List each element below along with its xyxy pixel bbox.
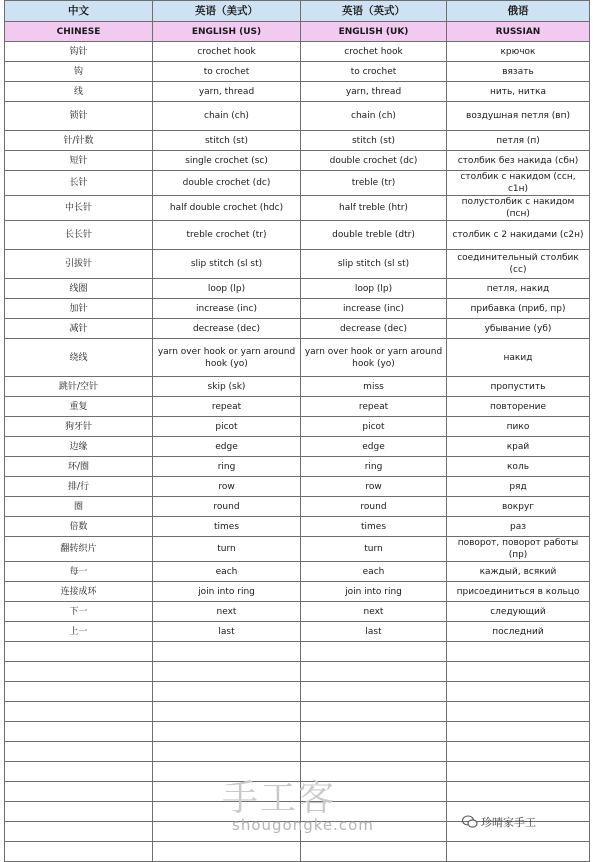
cell-russian: раз [447,517,590,537]
header-chinese: 中文 [5,1,153,22]
blank-cell [447,662,590,682]
cell-english-uk: edge [301,437,447,457]
cell-english-uk: miss [301,377,447,397]
cell-russian: пропустить [447,377,590,397]
cell-russian: накид [447,339,590,377]
cell-russian: следующий [447,602,590,622]
blank-cell [301,642,447,662]
table-row [5,622,590,642]
blank-row [5,802,590,822]
blank-cell [447,702,590,722]
cell-english-us: single crochet (sc) [153,151,301,171]
cell-english-us: round [153,497,301,517]
blank-cell [5,802,153,822]
cell-english-uk: to crochet [301,62,447,82]
cell-english-us: each [153,562,301,582]
header-english-uk: 英语（英式） [301,1,447,22]
blank-row [5,702,590,722]
cell-russian: соединительный столбик (сс) [447,250,590,279]
cell-english-uk: row [301,477,447,497]
blank-cell [153,702,301,722]
header-english-us: 英语（美式） [153,1,301,22]
blank-cell [153,802,301,822]
cell-russian: полустолбик с накидом (псн) [447,196,590,221]
cell-english-us: picot [153,417,301,437]
cell-chinese: 上一 [5,622,153,642]
cell-english-uk: ring [301,457,447,477]
blank-cell [447,762,590,782]
blank-row [5,762,590,782]
cell-chinese: 重复 [5,397,153,417]
cell-chinese: 每一 [5,562,153,582]
terms-body [5,42,590,862]
cell-chinese: 线圈 [5,279,153,299]
blank-cell [5,742,153,762]
cell-english-uk: join into ring [301,582,447,602]
blank-cell [447,642,590,662]
table-row [5,196,590,221]
blank-cell [447,782,590,802]
blank-cell [301,702,447,722]
cell-chinese: 减针 [5,319,153,339]
blank-row [5,662,590,682]
cell-english-us: yarn over hook or yarn around hook (yo) [153,339,301,377]
blank-cell [153,682,301,702]
blank-cell [301,662,447,682]
cell-chinese: 线 [5,82,153,102]
blank-cell [301,762,447,782]
cell-chinese: 倍数 [5,517,153,537]
blank-cell [301,782,447,802]
cell-english-uk: yarn, thread [301,82,447,102]
cell-english-us: next [153,602,301,622]
cell-english-uk: half treble (htr) [301,196,447,221]
cell-russian: присоединиться в кольцо [447,582,590,602]
cell-english-us: slip stitch (sl st) [153,250,301,279]
table-row [5,417,590,437]
cell-russian: столбик без накида (сбн) [447,151,590,171]
table-row [5,319,590,339]
blank-row [5,722,590,742]
table-row [5,602,590,622]
cell-english-uk: each [301,562,447,582]
cell-russian: повторение [447,397,590,417]
cell-english-uk: turn [301,537,447,562]
cell-english-us: times [153,517,301,537]
cell-russian: убывание (уб) [447,319,590,339]
table-row [5,437,590,457]
cell-chinese: 加针 [5,299,153,319]
blank-cell [447,742,590,762]
blank-cell [301,682,447,702]
blank-row [5,782,590,802]
wechat-account-name: 珍晴家手工 [481,816,536,829]
table-row [5,250,590,279]
blank-cell [153,782,301,802]
cell-russian: крючок [447,42,590,62]
cell-chinese: 圈 [5,497,153,517]
header-row [5,1,590,22]
cell-english-uk: treble (tr) [301,171,447,196]
cell-russian: ряд [447,477,590,497]
cell-english-uk: next [301,602,447,622]
cell-english-uk: picot [301,417,447,437]
cell-english-us: increase (inc) [153,299,301,319]
blank-row [5,642,590,662]
cell-english-us: repeat [153,397,301,417]
table-row [5,497,590,517]
crochet-terms-sheet [4,0,589,862]
cell-english-uk: times [301,517,447,537]
cell-chinese: 钩针 [5,42,153,62]
cell-chinese: 狗牙针 [5,417,153,437]
subheader-row [5,22,590,42]
cell-english-us: skip (sk) [153,377,301,397]
table-row [5,62,590,82]
table-row [5,457,590,477]
cell-english-us: to crochet [153,62,301,82]
cell-chinese: 钩 [5,62,153,82]
domain-watermark: shougongke.com [232,816,374,834]
blank-cell [447,802,590,822]
cell-chinese: 下一 [5,602,153,622]
cell-chinese: 针/针数 [5,131,153,151]
cell-russian: нить, нитка [447,82,590,102]
cell-russian: каждый, всякий [447,562,590,582]
blank-cell [153,842,301,862]
cell-english-us: decrease (dec) [153,319,301,339]
blank-cell [5,642,153,662]
blank-cell [153,642,301,662]
cell-english-uk: yarn over hook or yarn around hook (yo) [301,339,447,377]
subheader-english-us: ENGLISH (US) [153,22,301,42]
cell-chinese: 中长针 [5,196,153,221]
table-row [5,221,590,250]
blank-cell [5,682,153,702]
cell-english-us: yarn, thread [153,82,301,102]
cell-english-uk: double treble (dtr) [301,221,447,250]
blank-cell [447,822,590,842]
cell-russian: последний [447,622,590,642]
table-row [5,171,590,196]
blank-cell [5,722,153,742]
table-row [5,102,590,131]
cell-chinese: 环/圈 [5,457,153,477]
blank-cell [153,662,301,682]
cell-english-uk: decrease (dec) [301,319,447,339]
cell-english-us: chain (ch) [153,102,301,131]
table-row [5,582,590,602]
cell-chinese: 锁针 [5,102,153,131]
subheader-russian: RUSSIAN [447,22,590,42]
cell-english-us: join into ring [153,582,301,602]
blank-cell [153,742,301,762]
cell-russian: коль [447,457,590,477]
cell-chinese: 排/行 [5,477,153,497]
cell-english-uk: round [301,497,447,517]
table-row [5,517,590,537]
blank-cell [301,802,447,822]
cell-chinese: 翻转织片 [5,537,153,562]
table-row [5,377,590,397]
table-row [5,477,590,497]
cell-english-uk: crochet hook [301,42,447,62]
cell-chinese: 引拔针 [5,250,153,279]
cell-english-us: turn [153,537,301,562]
blank-cell [153,722,301,742]
blank-cell [5,822,153,842]
cell-russian: петля, накид [447,279,590,299]
cell-english-uk: loop (lp) [301,279,447,299]
cell-english-us: crochet hook [153,42,301,62]
cell-english-uk: increase (inc) [301,299,447,319]
cell-chinese: 绕线 [5,339,153,377]
cell-english-us: edge [153,437,301,457]
blank-cell [301,822,447,842]
cell-english-us: stitch (st) [153,131,301,151]
cell-chinese: 长长针 [5,221,153,250]
blank-cell [5,842,153,862]
cell-english-us: double crochet (dc) [153,171,301,196]
table-row [5,151,590,171]
blank-cell [153,822,301,842]
table-row [5,339,590,377]
blank-cell [301,742,447,762]
table-row [5,537,590,562]
cell-english-uk: last [301,622,447,642]
cell-russian: вязать [447,62,590,82]
cell-english-us: row [153,477,301,497]
cell-chinese: 连接成环 [5,582,153,602]
blank-cell [447,842,590,862]
cell-english-uk: slip stitch (sl st) [301,250,447,279]
blank-row [5,822,590,842]
cell-english-uk: repeat [301,397,447,417]
subheader-chinese: CHINESE [5,22,153,42]
blank-cell [447,682,590,702]
blank-cell [301,722,447,742]
table-row [5,397,590,417]
cell-russian: поворот, поворот работы (пр) [447,537,590,562]
cell-english-us: treble crochet (tr) [153,221,301,250]
subheader-english-uk: ENGLISH (UK) [301,22,447,42]
cell-english-us: ring [153,457,301,477]
cell-russian: пико [447,417,590,437]
blank-cell [5,702,153,722]
cell-english-uk: stitch (st) [301,131,447,151]
cell-russian: воздушная петля (вп) [447,102,590,131]
table-row [5,82,590,102]
table-row [5,42,590,62]
blank-cell [301,842,447,862]
cell-english-us: last [153,622,301,642]
cell-russian: столбик с 2 накидами (с2н) [447,221,590,250]
cell-chinese: 长针 [5,171,153,196]
cell-english-us: half double crochet (hdc) [153,196,301,221]
cell-russian: край [447,437,590,457]
header-russian: 俄语 [447,1,590,22]
blank-row [5,842,590,862]
cell-chinese: 跳针/空针 [5,377,153,397]
table-row [5,131,590,151]
terms-table [4,0,590,862]
blank-cell [447,722,590,742]
blank-cell [5,762,153,782]
cell-russian: петля (п) [447,131,590,151]
blank-cell [153,762,301,782]
cell-russian: столбик с накидом (ссн, с1н) [447,171,590,196]
cell-english-uk: double crochet (dc) [301,151,447,171]
cell-chinese: 短针 [5,151,153,171]
table-row [5,279,590,299]
blank-cell [5,662,153,682]
table-row [5,299,590,319]
cell-russian: вокруг [447,497,590,517]
blank-row [5,742,590,762]
table-row [5,562,590,582]
cell-english-uk: chain (ch) [301,102,447,131]
cell-english-us: loop (lp) [153,279,301,299]
blank-row [5,682,590,702]
cell-russian: прибавка (приб, пр) [447,299,590,319]
brand-watermark: 手工客 [222,778,337,819]
blank-cell [5,782,153,802]
cell-chinese: 边缘 [5,437,153,457]
